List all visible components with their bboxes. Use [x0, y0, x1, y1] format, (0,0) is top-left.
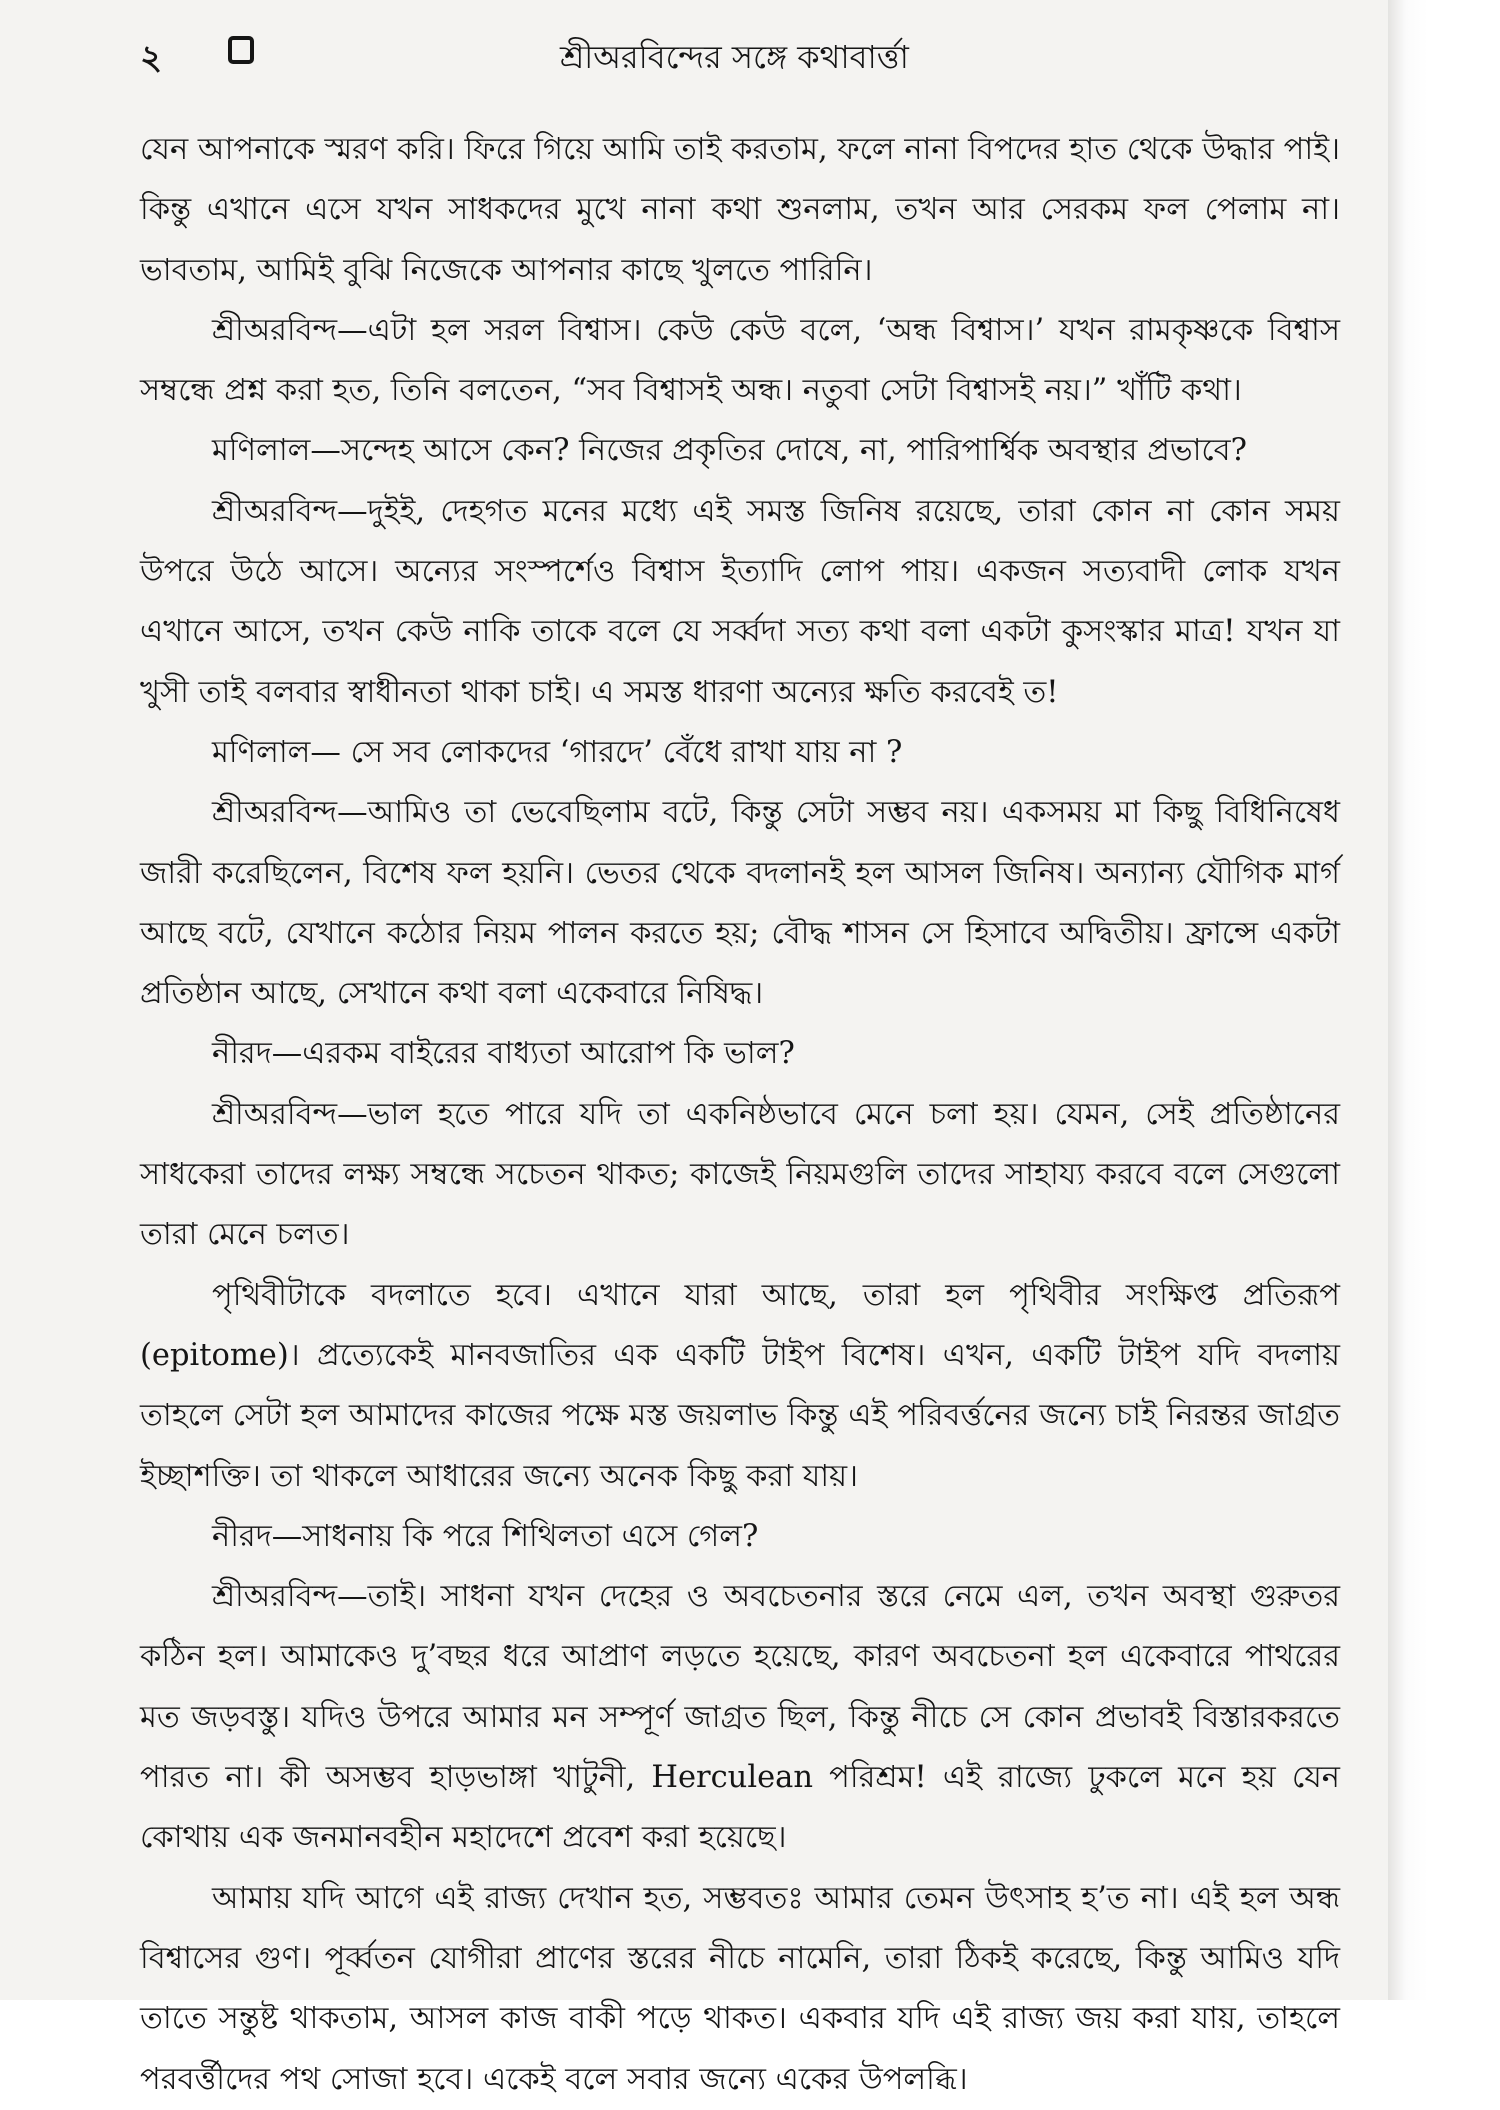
paragraph-manilal-2: মণিলাল— সে সব লোকদের ‘গারদে’ বেঁধে রাখা যায় না ?	[212, 734, 903, 770]
paragraph-sri-aurobindo-5: শ্রীঅরবিন্দ—তাই। সাধনা যখন দেহের ও অবচেতনার স্তরে নেমে এল, তখন অবস্থা গুরুতর কঠিন হল। আমাকেও দু’বছর ধরে আপ্রাণ লড়তে হয়েছে, কারণ অবচেতনা হল একেবারে পাথরের মত জড়বস্তু। যদিও উপরে আমার মন সম্পূর্ণ জাগ্রত ছিল, কিন্তু নীচে সে কোন প্রভাবই বিস্তারকরতে পারত না। কী অসম্ভব হাড়ভাঙ্গা খাটুনী, Herculean পরিশ্রম! এই রাজ্যে ঢুকলে মনে হয় যেন কোথায় এক জনমানবহীন মহাদেশে প্রবেশ করা হয়েছে।	[140, 1579, 1340, 1856]
page-edge	[1388, 0, 1500, 2000]
page-number: ২	[140, 38, 163, 78]
paragraph-sri-aurobindo-1: শ্রীঅরবিন্দ—এটা হল সরল বিশ্বাস। কেউ কেউ বলে, ‘অন্ধ বিশ্বাস।’ যখন রামকৃষ্ণকে বিশ্বাস সম্বন্ধে প্রশ্ন করা হত, তিনি বলতেন, “সব বিশ্বাসই অন্ধ। নতুবা সেটা বিশ্বাসই নয়।” খাঁটি কথা।	[140, 312, 1340, 409]
running-title: শ্রীঅরবিন্দের সঙ্গে কথাবার্ত্তা	[560, 38, 909, 76]
page-body	[140, 120, 1340, 2110]
paragraph-sri-aurobindo-3: শ্রীঅরবিন্দ—আমিও তা ভেবেছিলাম বটে, কিন্তু সেটা সম্ভব নয়। একসময় মা কিছু বিধিনিষেধ জারী করেছিলেন, বিশেষ ফল হয়নি। ভেতর থেকে বদলানই হল আসল জিনিষ। অন্যান্য যৌগিক মার্গ আছে বটে, যেখানে কঠোর নিয়ম পালন করতে হয়; বৌদ্ধ শাসন সে হিসাবে অদ্বিতীয়। ফ্রান্সে একটা প্রতিষ্ঠান আছে, সেখানে কথা বলা একেবারে নিষিদ্ধ।	[140, 795, 1340, 1012]
paragraph-nirod-2: নীরদ—সাধনায় কি পরে শিথিলতা এসে গেল?	[212, 1518, 759, 1554]
header-square-ornament	[228, 36, 254, 64]
paragraph-epitome: পৃথিবীটাকে বদলাতে হবে। এখানে যারা আছে, তারা হল পৃথিবীর সংক্ষিপ্ত প্রতিরূপ (epitome)। প্রত্যেকেই মানবজাতির এক একটি টাইপ বিশেষ। এখন, একটি টাইপ যদি বদলায় তাহলে সেটা হল আমাদের কাজের পক্ষে মস্ত জয়লাভ কিন্তু এই পরিবর্ত্তনের জন্যে চাই নিরন্তর জাগ্রত ইচ্ছাশক্তি। তা থাকলে আধারের জন্যে অনেক কিছু করা যায়।	[140, 1277, 1340, 1494]
paragraph-blind-faith: আমায় যদি আগে এই রাজ্য দেখান হত, সম্ভবতঃ আমার তেমন উৎসাহ হ’ত না। এই হল অন্ধ বিশ্বাসের গুণ। পূর্ব্বতন যোগীরা প্রাণের স্তরের নীচে নামেনি, তারা ঠিকই করেছে, কিন্তু আমিও যদি তাতে সন্তুষ্ট থাকতাম, আসল কাজ বাকী পড়ে থাকত। একবার যদি এই রাজ্য জয় করা যায়, তাহলে পরবর্ত্তীদের পথ সোজা হবে। একেই বলে সবার জন্যে একের উপলব্ধি।	[140, 1880, 1340, 2097]
page-header	[140, 28, 1340, 76]
paragraph-sri-aurobindo-2: শ্রীঅরবিন্দ—দুইই, দেহগত মনের মধ্যে এই সমস্ত জিনিষ রয়েছে, তারা কোন না কোন সময় উপরে উঠে আসে। অন্যের সংস্পর্শেও বিশ্বাস ইত্যাদি লোপ পায়। একজন সত্যবাদী লোক যখন এখানে আসে, তখন কেউ নাকি তাকে বলে যে সর্ব্বদা সত্য কথা বলা একটা কুসংস্কার মাত্র! যখন যা খুসী তাই বলবার স্বাধীনতা থাকা চাই। এ সমস্ত ধারণা অন্যের ক্ষতি করবেই ত!	[140, 493, 1340, 710]
paragraph-continued: যেন আপনাকে স্মরণ করি। ফিরে গিয়ে আমি তাই করতাম, ফলে নানা বিপদের হাত থেকে উদ্ধার পাই। কিন্তু এখানে এসে যখন সাধকদের মুখে নানা কথা শুনলাম, তখন আর সেরকম ফল পেলাম না। ভাবতাম, আমিই বুঝি নিজেকে আপনার কাছে খুলতে পারিনি।	[140, 132, 1340, 288]
paragraph-sri-aurobindo-4: শ্রীঅরবিন্দ—ভাল হতে পারে যদি তা একনিষ্ঠভাবে মেনে চলা হয়। যেমন, সেই প্রতিষ্ঠানের সাধকেরা তাদের লক্ষ্য সম্বন্ধে সচেতন থাকত; কাজেই নিয়মগুলি তাদের সাহায্য করবে বলে সেগুলো তারা মেনে চলত।	[140, 1096, 1340, 1253]
paragraph-manilal-1: মণিলাল—সন্দেহ আসে কেন? নিজের প্রকৃতির দোষে, না, পারিপার্শ্বিক অবস্থার প্রভাবে?	[212, 433, 1247, 469]
paragraph-nirod-1: নীরদ—এরকম বাইরের বাধ্যতা আরোপ কি ভাল?	[212, 1036, 795, 1072]
